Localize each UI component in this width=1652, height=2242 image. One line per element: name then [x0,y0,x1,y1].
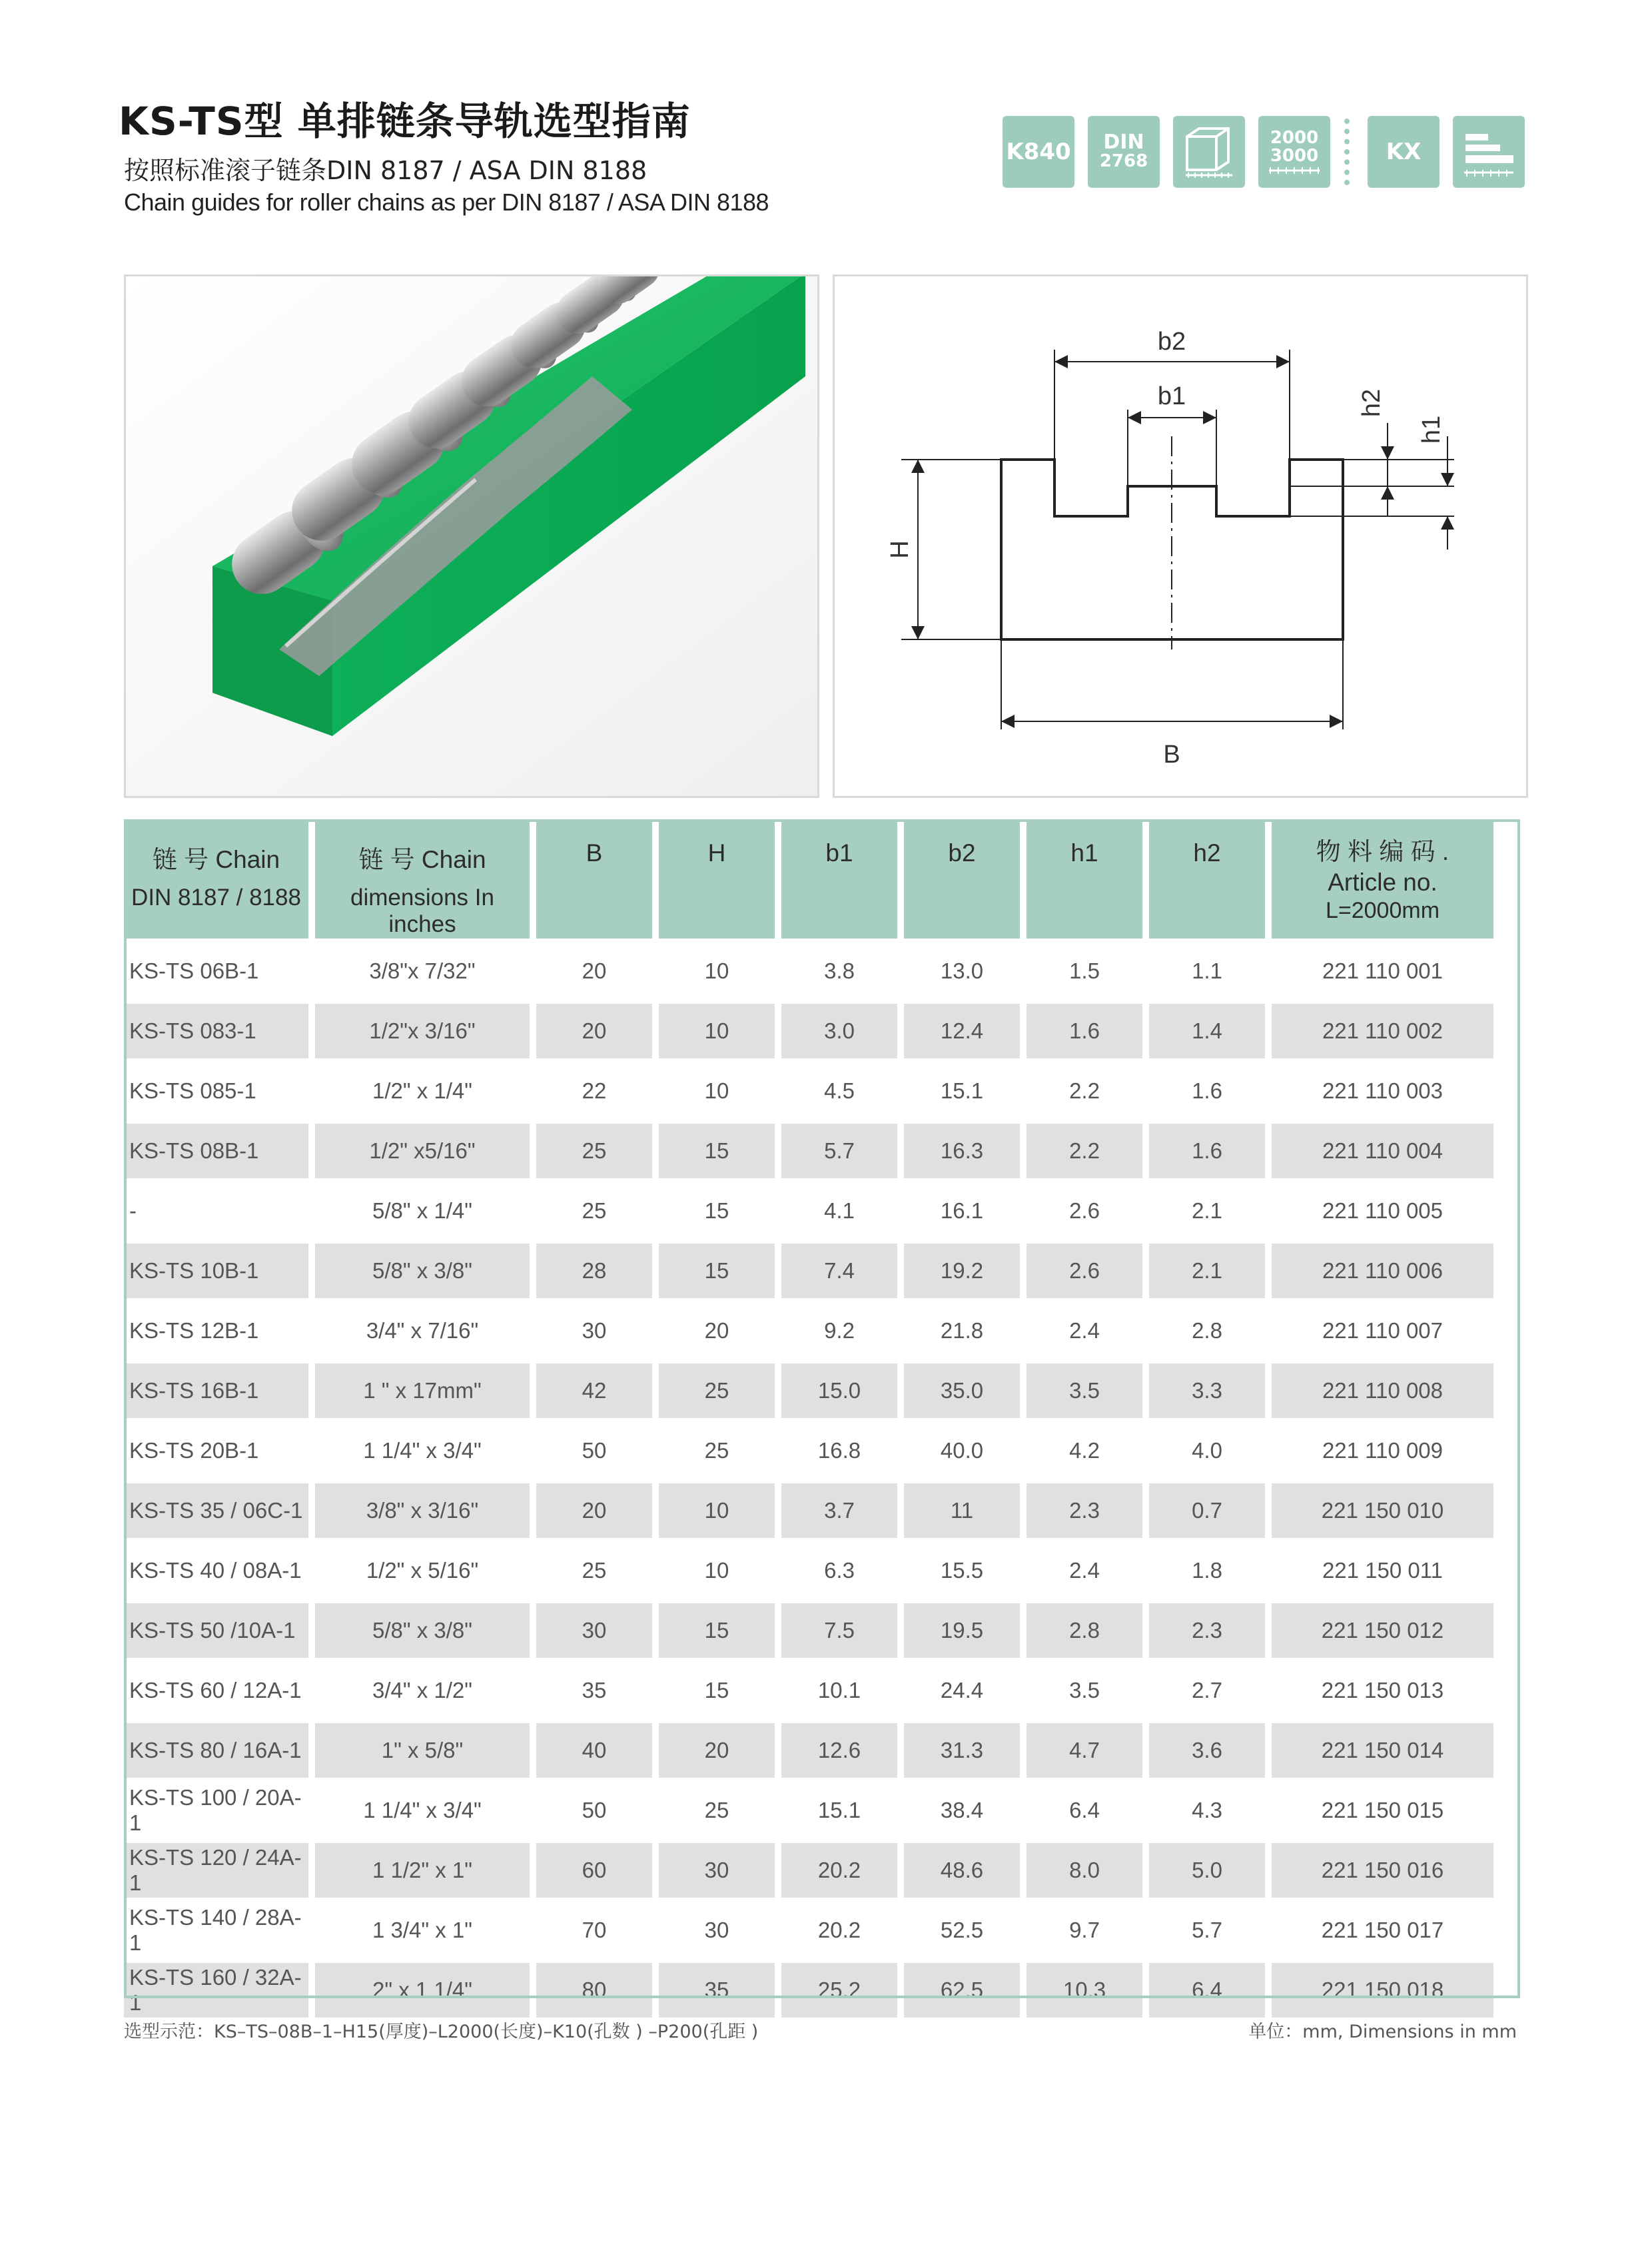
cell-b1: 3.8 [824,958,855,983]
cell-b2: 11 [904,1483,1020,1538]
table-row [124,1723,1493,1778]
profile-icon [1173,116,1245,188]
cell-b: 40 [536,1723,652,1778]
cell-h1: 3.5 [1027,1363,1142,1418]
cell-h1: 9.7 [1069,1918,1100,1942]
cell-h1: 4.7 [1027,1723,1142,1778]
cell-b1: 3.7 [781,1483,897,1538]
cell-code: KS-TS 12B-1 [129,1318,259,1343]
cell-b1: 20.2 [817,1918,861,1942]
cell-dim: 1 1/2" x 1" [315,1843,530,1898]
cell-code: KS-TS 085-1 [129,1078,256,1103]
cell-h2: 2.7 [1192,1678,1222,1702]
cell-b: 20 [536,1483,652,1538]
col-header-dim-en: dimensions In inches [350,885,494,937]
cell-h: 15 [659,1244,775,1298]
cell-art: 221 150 013 [1321,1678,1444,1702]
cell-h1: 6.4 [1069,1798,1100,1822]
spec-table-grid [117,814,1500,2023]
cell-dim: 1 1/4" x 3/4" [363,1438,482,1463]
cell-h1: 2.4 [1069,1558,1100,1583]
cell-art: 221 150 017 [1321,1918,1444,1942]
badge-kx-label: KX [1386,139,1422,165]
layered-bars-icon [1459,122,1519,182]
col-header-art-en: Article no. [1328,869,1438,896]
subtitle-chinese: 按照标准滚子链条DIN 8187 / ASA DIN 8188 [124,156,647,185]
badge-divider [1344,119,1355,185]
cell-art: 221 150 010 [1272,1483,1493,1538]
col-header-chain-std: DIN 8187 / 8188 [131,885,301,911]
table-row [124,1903,1493,1958]
dim-label-h1: h1 [1418,415,1446,444]
cross-section-drawing [835,276,1526,796]
cell-b: 28 [536,1244,652,1298]
table-row [124,1423,1493,1478]
cell-dim: 2" x 1 1/4" [315,1963,530,2018]
cell-b: 25 [582,1558,607,1583]
cell-h: 10 [704,958,729,983]
cell-b1: 15.0 [781,1363,897,1418]
dim-label-H: H [886,540,914,559]
cell-art: 221 110 005 [1322,1198,1444,1223]
cell-h2: 4.0 [1192,1438,1222,1463]
cell-b: 35 [582,1678,607,1702]
cell-b2: 13.0 [940,958,984,983]
cell-code: KS-TS 083-1 [124,1004,308,1058]
badge-length-top: 2000 [1270,127,1319,148]
cell-code: KS-TS 16B-1 [124,1363,308,1418]
cell-h2: 6.4 [1149,1963,1265,2018]
cell-code: KS-TS 60 / 12A-1 [129,1678,302,1702]
dim-label-b2: b2 [1157,328,1186,356]
cell-b1: 12.6 [781,1723,897,1778]
table-row [124,1843,1493,1898]
cell-code: KS-TS 50 /10A-1 [124,1603,308,1658]
cell-art: 221 150 011 [1322,1558,1444,1583]
table-row [124,1124,1493,1178]
ruler-icon [1268,165,1321,175]
cell-code: KS-TS 35 / 06C-1 [124,1483,308,1538]
badge-din-top: DIN [1103,131,1144,155]
cell-h1: 2.6 [1027,1244,1142,1298]
cell-art: 221 110 007 [1322,1318,1444,1343]
cell-art: 221 150 014 [1272,1723,1493,1778]
cell-h2: 3.6 [1149,1723,1265,1778]
cell-b1: 7.4 [781,1244,897,1298]
col-header-art-cn: 物 料 编 码 . [1316,838,1449,865]
cell-b2: 16.1 [940,1198,984,1223]
table-row [124,1963,1493,2018]
cell-code: KS-TS 140 / 28A-1 [129,1905,302,1955]
table-row [124,1363,1493,1418]
cell-h1: 10.3 [1027,1963,1142,2018]
cell-b: 20 [536,1004,652,1058]
cell-b1: 10.1 [817,1678,861,1702]
col-header-chain [124,819,308,938]
cell-b1: 6.3 [824,1558,855,1583]
units-note: 单位：mm, Dimensions in mm [1248,2022,1517,2042]
cell-art: 221 110 008 [1272,1363,1493,1418]
cell-art: 221 110 003 [1322,1078,1444,1103]
cell-art: 221 150 018 [1272,1963,1493,2018]
cell-h: 15 [659,1124,775,1178]
cell-h2: 1.8 [1192,1558,1222,1583]
cell-b2: 15.1 [940,1078,984,1103]
cell-b: 60 [536,1843,652,1898]
cell-b2: 16.3 [904,1124,1020,1178]
table-row [124,1543,1493,1598]
cell-dim: 1/2" x 1/4" [372,1078,472,1103]
cell-b: 70 [582,1918,607,1942]
cell-h1: 3.5 [1069,1678,1100,1702]
badge-din [1088,116,1160,188]
badge-length [1258,116,1330,188]
cell-art: 221 150 012 [1272,1603,1493,1658]
cell-code: KS-TS 10B-1 [124,1244,308,1298]
cell-art: 221 110 001 [1322,958,1444,983]
cell-code: KS-TS 80 / 16A-1 [124,1723,308,1778]
product-photo-panel [124,274,819,798]
cell-b1: 4.5 [824,1078,855,1103]
cell-b: 50 [582,1798,607,1822]
cell-h: 35 [659,1963,775,2018]
cell-dim: 1 3/4" x 1" [372,1918,472,1942]
cell-h: 25 [704,1438,729,1463]
cell-h1: 2.2 [1027,1124,1142,1178]
table-row [124,1483,1493,1538]
cell-b: 22 [582,1078,607,1103]
spec-table-body [124,944,1493,2018]
subtitle-english: Chain guides for roller chains as per DIN 8187 / ASA DIN 8188 [124,188,769,216]
cell-code: KS-TS 160 / 32A-1 [124,1963,308,2018]
cell-h2: 1.6 [1149,1124,1265,1178]
cell-b2: 38.4 [940,1798,984,1822]
col-header-H: H [659,819,775,938]
badge-k840-label: K840 [1006,139,1071,165]
col-header-b1: b1 [781,819,897,938]
col-header-chain-cn: 链 号 Chain [152,846,280,873]
cell-dim: 5/8" x 3/8" [315,1244,530,1298]
cell-b1: 3.0 [781,1004,897,1058]
cell-h1: 8.0 [1027,1843,1142,1898]
dim-label-b1: b1 [1157,382,1186,410]
cell-h: 25 [704,1798,729,1822]
cell-dim: 3/4" x 7/16" [366,1318,479,1343]
cell-h: 10 [704,1558,729,1583]
cell-h: 25 [659,1363,775,1418]
cell-art: 221 150 015 [1321,1798,1444,1822]
cell-dim: 1 " x 17mm" [315,1363,530,1418]
cell-b1: 20.2 [781,1843,897,1898]
cell-h2: 5.7 [1192,1918,1222,1942]
cell-b2: 19.5 [904,1603,1020,1658]
cell-art: 221 110 002 [1272,1004,1493,1058]
cell-code: KS-TS 08B-1 [124,1124,308,1178]
cell-h1: 4.2 [1069,1438,1100,1463]
cell-b1: 4.1 [824,1198,855,1223]
cell-h1: 1.5 [1069,958,1100,983]
cell-h2: 2.1 [1192,1198,1222,1223]
cell-dim: 5/8" x 3/8" [315,1603,530,1658]
cell-h2: 1.6 [1192,1078,1222,1103]
cell-h1: 2.2 [1069,1078,1100,1103]
cell-h: 30 [704,1918,729,1942]
table-row [124,1064,1493,1118]
cell-dim: 1/2" x 5/16" [366,1558,479,1583]
cell-b2: 62.5 [904,1963,1020,2018]
cell-h1: 2.8 [1027,1603,1142,1658]
cell-b2: 35.0 [904,1363,1020,1418]
cell-code: KS-TS 20B-1 [129,1438,259,1463]
cell-dim: 1" x 5/8" [315,1723,530,1778]
cell-b2: 40.0 [940,1438,984,1463]
cell-dim: 1/2" x5/16" [315,1124,530,1178]
cell-h1: 2.3 [1027,1483,1142,1538]
table-row [124,1663,1493,1718]
cell-code: KS-TS 120 / 24A-1 [124,1843,308,1898]
cell-h2: 4.3 [1192,1798,1222,1822]
col-header-b2: b2 [904,819,1020,938]
cell-dim: 5/8" x 1/4" [372,1198,472,1223]
cell-b: 30 [582,1318,607,1343]
cell-b1: 25.2 [781,1963,897,2018]
cell-b1: 16.8 [817,1438,861,1463]
table-row [124,1783,1493,1838]
technical-drawing-panel [833,274,1528,798]
col-header-dim-cn: 链 号 Chain [358,846,486,873]
page-title: KS-TS型 单排链条导轨选型指南 [119,99,691,144]
cell-h2: 1.4 [1149,1004,1265,1058]
profile-shape-icon [1179,122,1239,182]
cell-b2: 48.6 [904,1843,1020,1898]
cell-b2: 21.8 [940,1318,984,1343]
dim-label-h2: h2 [1358,388,1386,418]
cell-b1: 15.1 [817,1798,861,1822]
table-row [124,1004,1493,1058]
cell-art: 221 110 009 [1322,1438,1444,1463]
cell-h: 10 [659,1004,775,1058]
col-header-B: B [536,819,652,938]
cell-h2: 0.7 [1149,1483,1265,1538]
cell-code: KS-TS 100 / 20A-1 [129,1785,302,1835]
stack-icon [1453,116,1525,188]
cell-h: 30 [659,1843,775,1898]
cell-h: 10 [704,1078,729,1103]
cell-code: KS-TS 06B-1 [129,958,259,983]
spec-table [124,819,1520,2023]
table-row [124,1184,1493,1238]
badge-k840 [1003,116,1074,188]
col-header-art-len: L=2000mm [1325,898,1440,923]
table-row [124,1304,1493,1358]
cell-code: - [129,1198,137,1223]
cell-b2: 24.4 [940,1678,984,1702]
cell-h: 15 [659,1603,775,1658]
col-header-h2: h2 [1149,819,1265,938]
cell-h: 20 [704,1318,729,1343]
col-header-article [1272,819,1493,938]
cell-b: 50 [582,1438,607,1463]
cell-h: 15 [704,1678,729,1702]
cell-b2: 19.2 [904,1244,1020,1298]
cell-b: 42 [536,1363,652,1418]
table-row [124,1603,1493,1658]
cell-art: 221 150 016 [1272,1843,1493,1898]
badge-kx [1368,116,1440,188]
cell-h1: 1.6 [1027,1004,1142,1058]
cell-b1: 9.2 [824,1318,855,1343]
cell-dim: 1 1/4" x 3/4" [363,1798,482,1822]
cell-h: 10 [659,1483,775,1538]
cell-h2: 1.1 [1192,958,1222,983]
cell-code: KS-TS 40 / 08A-1 [129,1558,302,1583]
col-header-h1: h1 [1027,819,1142,938]
cell-dim: 3/4" x 1/2" [372,1678,472,1702]
cell-h2: 5.0 [1149,1843,1265,1898]
cell-b2: 52.5 [940,1918,984,1942]
col-header-dimensions [315,819,530,938]
cell-h2: 2.1 [1149,1244,1265,1298]
cell-b: 30 [536,1603,652,1658]
cell-h: 20 [659,1723,775,1778]
cell-h1: 2.6 [1069,1198,1100,1223]
badge-din-bottom: 2768 [1099,151,1148,172]
table-header-row [124,819,1493,938]
table-row [124,944,1493,998]
cell-b: 20 [582,958,607,983]
dim-label-B: B [1163,741,1180,769]
cell-b1: 7.5 [781,1603,897,1658]
chain-guide-illustration [126,276,817,796]
cell-b2: 31.3 [904,1723,1020,1778]
cell-b: 80 [536,1963,652,2018]
cell-h2: 3.3 [1149,1363,1265,1418]
cell-h2: 2.8 [1192,1318,1222,1343]
ordering-example: 选型示范：KS–TS–08B–1–H15(厚度)–L2000(长度)–K10(孔数 ) –P200(孔距 ) [124,2022,759,2042]
cell-dim: 3/8" x 3/16" [315,1483,530,1538]
cell-h2: 2.3 [1149,1603,1265,1658]
badge-length-bottom: 3000 [1270,146,1319,166]
cell-art: 221 110 006 [1272,1244,1493,1298]
cell-h1: 2.4 [1069,1318,1100,1343]
cell-b2: 15.5 [940,1558,984,1583]
cell-b: 25 [582,1198,607,1223]
cell-h: 15 [704,1198,729,1223]
cell-b2: 12.4 [904,1004,1020,1058]
cell-dim: 1/2"x 3/16" [315,1004,530,1058]
cell-b1: 5.7 [781,1124,897,1178]
cell-art: 221 110 004 [1272,1124,1493,1178]
table-row [124,1244,1493,1298]
cell-b: 25 [536,1124,652,1178]
cell-dim: 3/8"x 7/32" [369,958,476,983]
